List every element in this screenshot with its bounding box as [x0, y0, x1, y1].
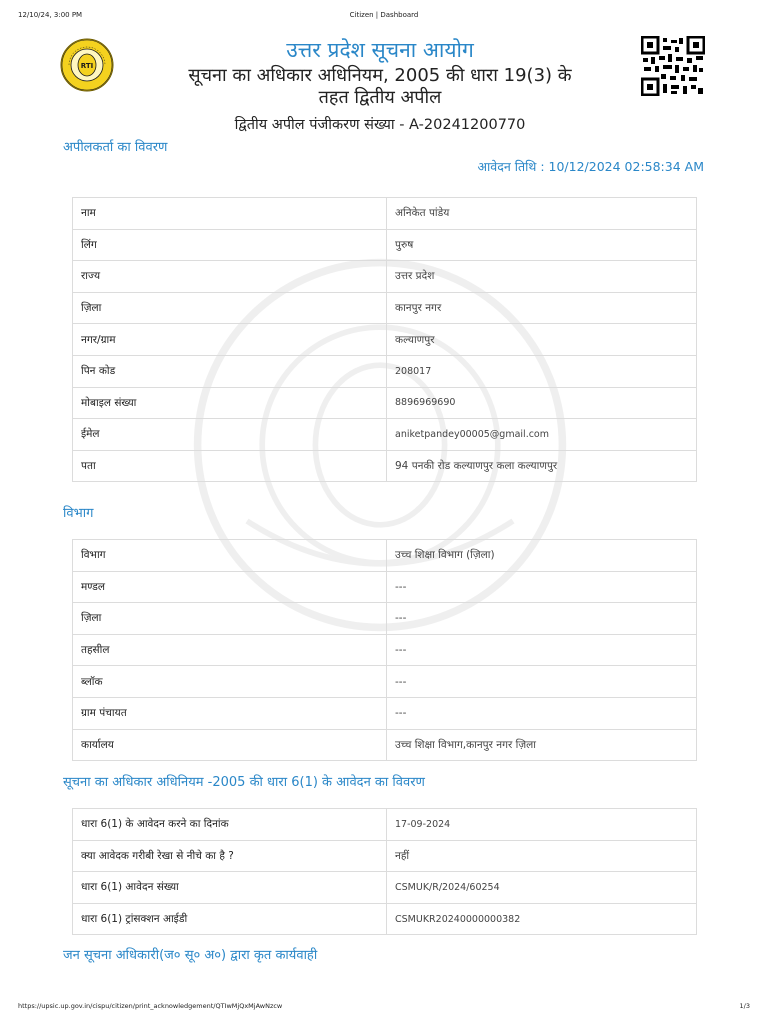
- row-value: कल्याणपुर: [387, 324, 697, 356]
- table-row: [73, 634, 697, 666]
- row-label: धारा 6(1) के आवेदन करने का दिनांक: [73, 809, 387, 841]
- row-label: नाम: [73, 198, 387, 230]
- row-value: उच्च शिक्षा विभाग (ज़िला): [387, 540, 697, 572]
- row-value: aniketpandey00005@gmail.com: [387, 419, 697, 451]
- row-value: ---: [387, 666, 697, 698]
- row-value: उत्तर प्रदेश: [387, 261, 697, 293]
- table-row: [73, 729, 697, 761]
- row-value: ---: [387, 634, 697, 666]
- row-value: पुरुष: [387, 229, 697, 261]
- table-row: [73, 198, 697, 230]
- row-value: उच्च शिक्षा विभाग,कानपुर नगर ज़िला: [387, 729, 697, 761]
- table-row: [73, 603, 697, 635]
- table-row: [73, 450, 697, 482]
- table-row: [73, 840, 697, 872]
- print-url: https://upsic.up.gov.in/cispu/citizen/print_acknowledgement/QTIwMjQxMjAwNzcw: [18, 1002, 283, 1010]
- row-value: 94 पनकी रोड कल्याणपुर कला कल्याणपुर: [387, 450, 697, 482]
- print-header: [0, 11, 768, 23]
- print-title: Citizen | Dashboard: [349, 11, 419, 19]
- row-label: लिंग: [73, 229, 387, 261]
- row-value: 208017: [387, 355, 697, 387]
- qr-code-icon: [641, 36, 705, 96]
- subtitle-line-1: सूचना का अधिकार अधिनियम, 2005 की धारा 19(3) के: [188, 65, 572, 86]
- row-value: ---: [387, 571, 697, 603]
- row-label: कार्यालय: [73, 729, 387, 761]
- row-label: ज़िला: [73, 603, 387, 635]
- table-row: [73, 419, 697, 451]
- table-row: [73, 355, 697, 387]
- subtitle-line-2: तहत द्वितीय अपील: [318, 87, 442, 108]
- document-subtitle: [120, 65, 640, 109]
- logo-text: RTI: [80, 62, 94, 70]
- org-name: उत्तर प्रदेश सूचना आयोग: [286, 38, 474, 62]
- row-value: CSMUK/R/2024/60254: [387, 872, 697, 904]
- row-label: क्या आवेदक गरीबी रेखा से नीचे का है ?: [73, 840, 387, 872]
- row-label: धारा 6(1) ट्रांसक्शन आईडी: [73, 903, 387, 935]
- table-row: [73, 809, 697, 841]
- row-label: राज्य: [73, 261, 387, 293]
- table-row: [73, 872, 697, 904]
- row-label: ग्राम पंचायत: [73, 697, 387, 729]
- pio-action-section-title: जन सूचना अधिकारी(ज० सू० अ०) द्वारा कृत कार्यवाही: [63, 948, 318, 963]
- registration-number: द्वितीय अपील पंजीकरण संख्या - A-20241200770: [234, 117, 526, 133]
- row-label: पिन कोड: [73, 355, 387, 387]
- row-label: पता: [73, 450, 387, 482]
- row-label: मण्डल: [73, 571, 387, 603]
- row-value: ---: [387, 697, 697, 729]
- row-label: ब्लॉक: [73, 666, 387, 698]
- table-row: [73, 903, 697, 935]
- appellant-section-title: अपीलकर्ता का विवरण: [63, 140, 168, 155]
- row-value: कानपुर नगर: [387, 292, 697, 324]
- page-number: 1/3: [739, 1002, 750, 1010]
- table-row: [73, 387, 697, 419]
- table-row: [73, 540, 697, 572]
- row-value: CSMUKR20240000000382: [387, 903, 697, 935]
- row-label: विभाग: [73, 540, 387, 572]
- row-value: 17-09-2024: [387, 809, 697, 841]
- print-datetime: 12/10/24, 3:00 PM: [18, 11, 83, 19]
- department-details-table: [72, 539, 697, 761]
- row-label: मोबाइल संख्या: [73, 387, 387, 419]
- row-value: 8896969690: [387, 387, 697, 419]
- table-row: [73, 292, 697, 324]
- rti-application-section-title: सूचना का अधिकार अधिनियम -2005 की धारा 6(1) के आवेदन का विवरण: [63, 775, 425, 790]
- row-label: ईमेल: [73, 419, 387, 451]
- row-label: धारा 6(1) आवेदन संख्या: [73, 872, 387, 904]
- row-value: अनिकेत पांडेय: [387, 198, 697, 230]
- row-value: नहीं: [387, 840, 697, 872]
- application-date: आवेदन तिथि : 10/12/2024 02:58:34 AM: [477, 159, 704, 174]
- row-value: ---: [387, 603, 697, 635]
- department-section-title: विभाग: [63, 506, 94, 521]
- table-row: [73, 697, 697, 729]
- table-row: [73, 261, 697, 293]
- row-label: नगर/ग्राम: [73, 324, 387, 356]
- table-row: [73, 571, 697, 603]
- row-label: तहसील: [73, 634, 387, 666]
- table-row: [73, 324, 697, 356]
- appellant-details-table: [72, 197, 697, 482]
- table-row: [73, 229, 697, 261]
- rti-logo-icon: [60, 38, 114, 92]
- rti-application-table: [72, 808, 697, 935]
- table-row: [73, 666, 697, 698]
- row-label: ज़िला: [73, 292, 387, 324]
